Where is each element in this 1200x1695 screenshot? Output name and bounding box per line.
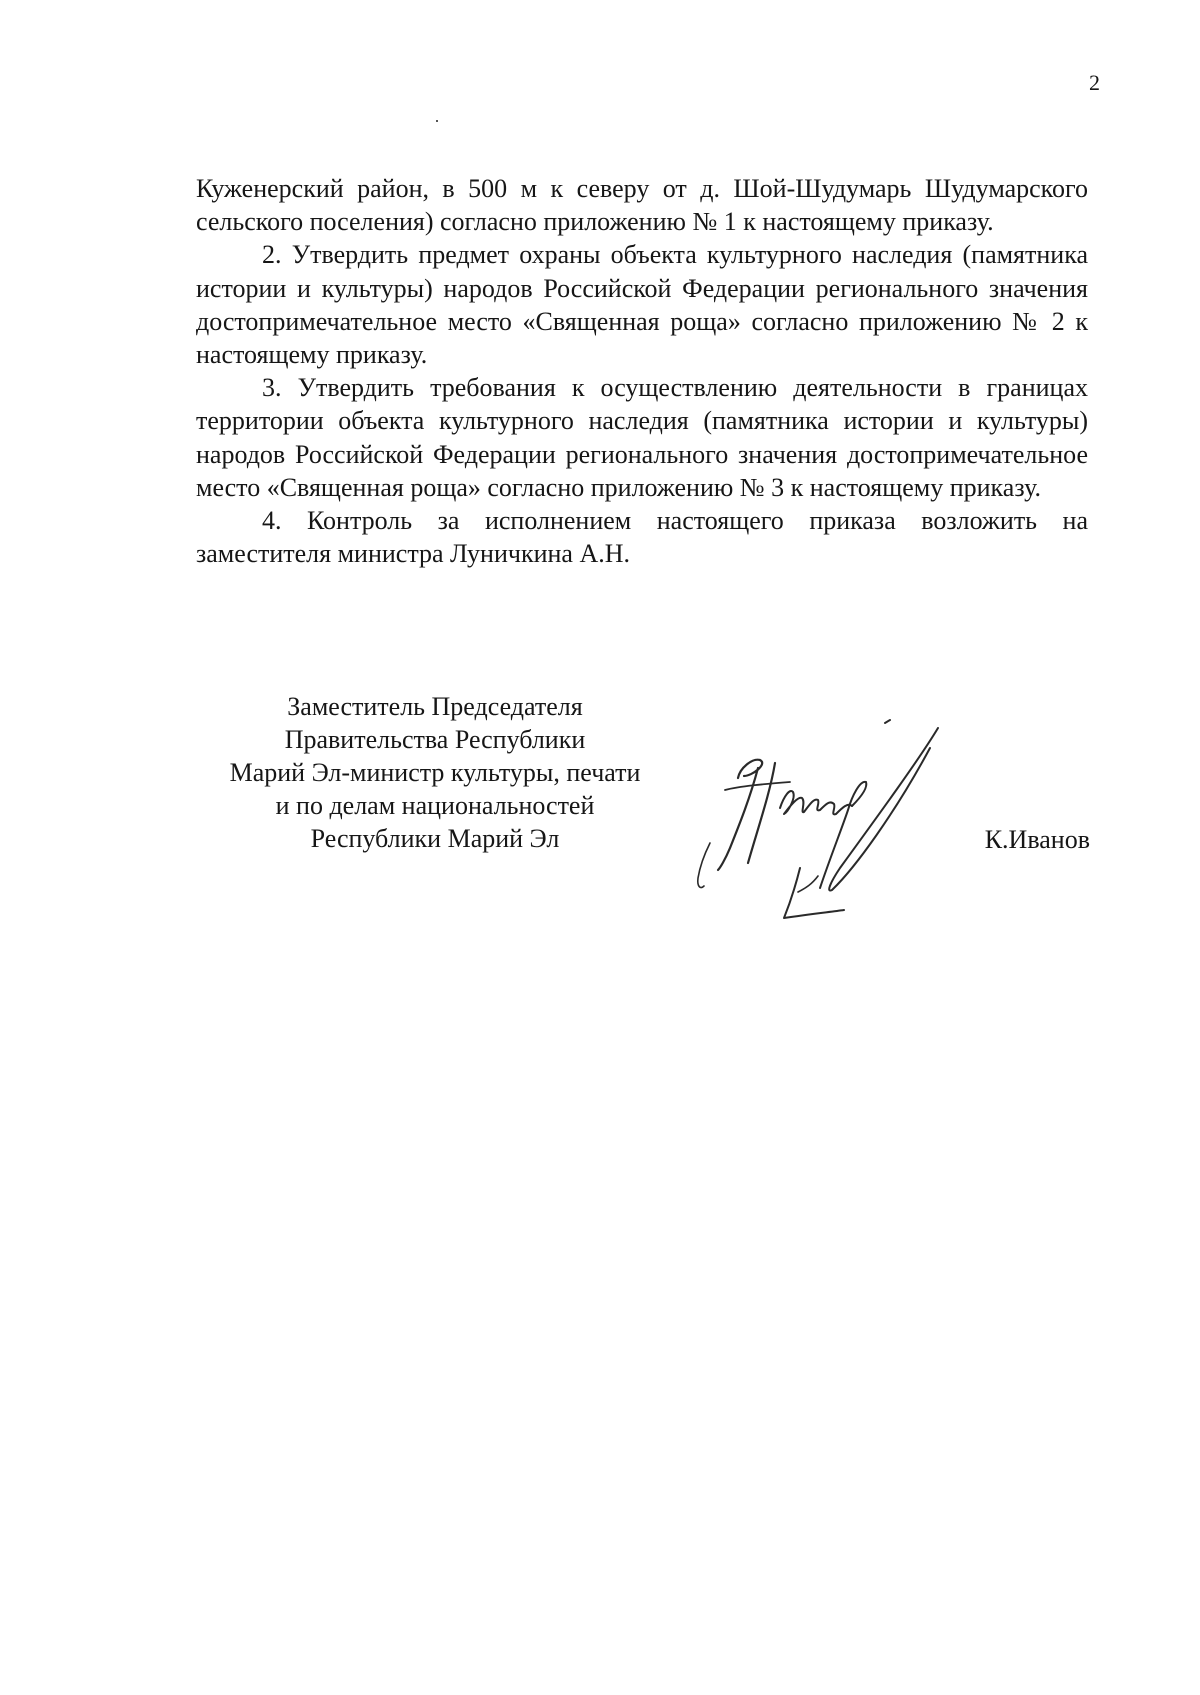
signatory-title-line: Республики Марий Эл (310, 824, 560, 853)
signatory-title (190, 690, 680, 855)
document-body (196, 172, 1088, 570)
paragraph-continuation: Куженерский район, в 500 м к северу от д. Шой-Шудумарь Шудумарского сельского поселения) согласно приложению № 1 к настоящему приказу. (196, 174, 1088, 237)
signatory-title-line: Заместитель Председателя (287, 692, 583, 721)
page-number: 2 (1089, 70, 1100, 95)
paragraph-3: 3. Утвердить требования к осуществлению деятельности в границах территории объекта культурного наследия (памятника истории и культуры) народов Российской Федерации регионального значения достопримечательное место «Священная роща» согласно приложению № 3 к настоящему приказу. (196, 373, 1088, 502)
scan-speck (436, 120, 438, 122)
signatory-title-line: Правительства Республики (284, 725, 586, 754)
handwritten-signature (680, 718, 970, 928)
paragraph-2: 2. Утвердить предмет охраны объекта культурного наследия (памятника истории и культуры) народов Российской Федерации регионального значения достопримечательное место «Священная роща» согласно приложению № 2 к настоящему приказу. (196, 240, 1088, 370)
signer-name: К.Иванов (984, 825, 1090, 854)
signatory-title-line: и по делам национальностей (275, 791, 595, 820)
paragraph-4: 4. Контроль за исполнением настоящего приказа возложить на заместителя министра Луничкина А.Н. (196, 506, 1088, 569)
signatory-title-line: Марий Эл-министр культуры, печати (229, 758, 641, 787)
